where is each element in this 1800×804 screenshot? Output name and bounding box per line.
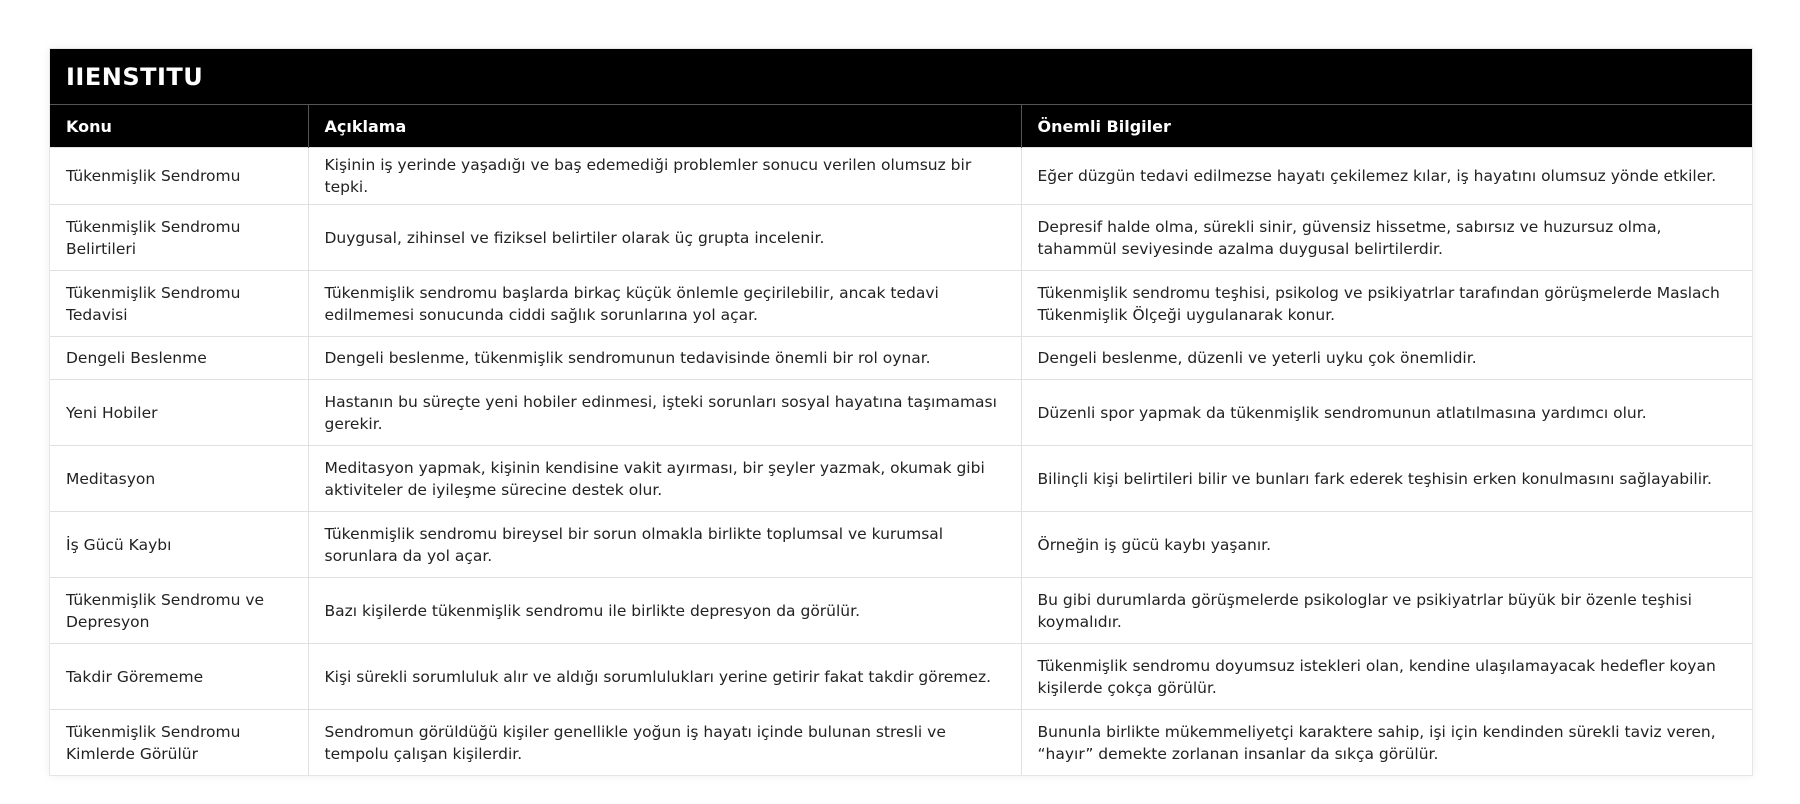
cell-topic: Tükenmişlik Sendromu Tedavisi (50, 271, 308, 337)
table-header (50, 105, 1752, 148)
cell-info: Bu gibi durumlarda görüşmelerde psikologlar ve psikiyatrlar büyük bir özenle teşhisi koymalıdır. (1021, 578, 1752, 644)
column-header-topic: Konu (50, 105, 308, 148)
cell-topic: Tükenmişlik Sendromu Kimlerde Görülür (50, 710, 308, 776)
cell-topic: Dengeli Beslenme (50, 337, 308, 380)
table-row (50, 644, 1752, 710)
cell-topic: İş Gücü Kaybı (50, 512, 308, 578)
table-row (50, 337, 1752, 380)
info-table (50, 105, 1752, 775)
table-row (50, 512, 1752, 578)
cell-info: Örneğin iş gücü kaybı yaşanır. (1021, 512, 1752, 578)
cell-description: Bazı kişilerde tükenmişlik sendromu ile birlikte depresyon da görülür. (308, 578, 1021, 644)
cell-info: Bilinçli kişi belirtileri bilir ve bunları fark ederek teşhisin erken konulmasını sağlayabilir. (1021, 446, 1752, 512)
cell-info: Tükenmişlik sendromu teşhisi, psikolog ve psikiyatrlar tarafından görüşmelerde Maslach Tükenmişlik Ölçeği uygulanarak konur. (1021, 271, 1752, 337)
cell-description: Sendromun görüldüğü kişiler genellikle yoğun iş hayatı içinde bulunan stresli ve tempolu çalışan kişilerdir. (308, 710, 1021, 776)
cell-topic: Takdir Görememe (50, 644, 308, 710)
cell-info: Eğer düzgün tedavi edilmezse hayatı çekilemez kılar, iş hayatını olumsuz yönde etkiler. (1021, 148, 1752, 205)
cell-topic: Tükenmişlik Sendromu Belirtileri (50, 205, 308, 271)
table-row (50, 578, 1752, 644)
cell-info: Dengeli beslenme, düzenli ve yeterli uyku çok önemlidir. (1021, 337, 1752, 380)
table-row (50, 148, 1752, 205)
table-row (50, 205, 1752, 271)
table-row (50, 446, 1752, 512)
cell-topic: Yeni Hobiler (50, 380, 308, 446)
cell-description: Kişi sürekli sorumluluk alır ve aldığı sorumlulukları yerine getirir fakat takdir göremez. (308, 644, 1021, 710)
cell-description: Meditasyon yapmak, kişinin kendisine vakit ayırması, bir şeyler yazmak, okumak gibi aktiviteler de iyileşme sürecine destek olur. (308, 446, 1021, 512)
column-header-info: Önemli Bilgiler (1021, 105, 1752, 148)
table-row (50, 380, 1752, 446)
cell-description: Tükenmişlik sendromu başlarda birkaç küçük önlemle geçirilebilir, ancak tedavi edilmemesi sonucunda ciddi sağlık sorunlarına yol açar. (308, 271, 1021, 337)
cell-description: Tükenmişlik sendromu bireysel bir sorun olmakla birlikte toplumsal ve kurumsal sorunlara da yol açar. (308, 512, 1021, 578)
cell-description: Duygusal, zihinsel ve fiziksel belirtiler olarak üç grupta incelenir. (308, 205, 1021, 271)
cell-info: Bununla birlikte mükemmeliyetçi karaktere sahip, işi için kendinden sürekli taviz veren, “hayır” demekte zorlanan insanlar da sıkça görülür. (1021, 710, 1752, 776)
cell-description: Hastanın bu süreçte yeni hobiler edinmesi, işteki sorunları sosyal hayatına taşımaması gerekir. (308, 380, 1021, 446)
brand-title: IIENSTITU (50, 49, 1752, 105)
table-row (50, 710, 1752, 776)
cell-description: Dengeli beslenme, tükenmişlik sendromunun tedavisinde önemli bir rol oynar. (308, 337, 1021, 380)
cell-info: Tükenmişlik sendromu doyumsuz istekleri olan, kendine ulaşılamayacak hedefler koyan kişilerde çokça görülür. (1021, 644, 1752, 710)
column-header-description: Açıklama (308, 105, 1021, 148)
cell-topic: Meditasyon (50, 446, 308, 512)
cell-info: Düzenli spor yapmak da tükenmişlik sendromunun atlatılmasına yardımcı olur. (1021, 380, 1752, 446)
header-row (50, 105, 1752, 148)
content-card (50, 49, 1752, 775)
cell-info: Depresif halde olma, sürekli sinir, güvensiz hissetme, sabırsız ve huzursuz olma, tahammül seviyesinde azalma duygusal belirtilerdir. (1021, 205, 1752, 271)
table-row (50, 271, 1752, 337)
table-body (50, 148, 1752, 776)
cell-topic: Tükenmişlik Sendromu ve Depresyon (50, 578, 308, 644)
cell-description: Kişinin iş yerinde yaşadığı ve baş edemediği problemler sonucu verilen olumsuz bir tepki. (308, 148, 1021, 205)
cell-topic: Tükenmişlik Sendromu (50, 148, 308, 205)
